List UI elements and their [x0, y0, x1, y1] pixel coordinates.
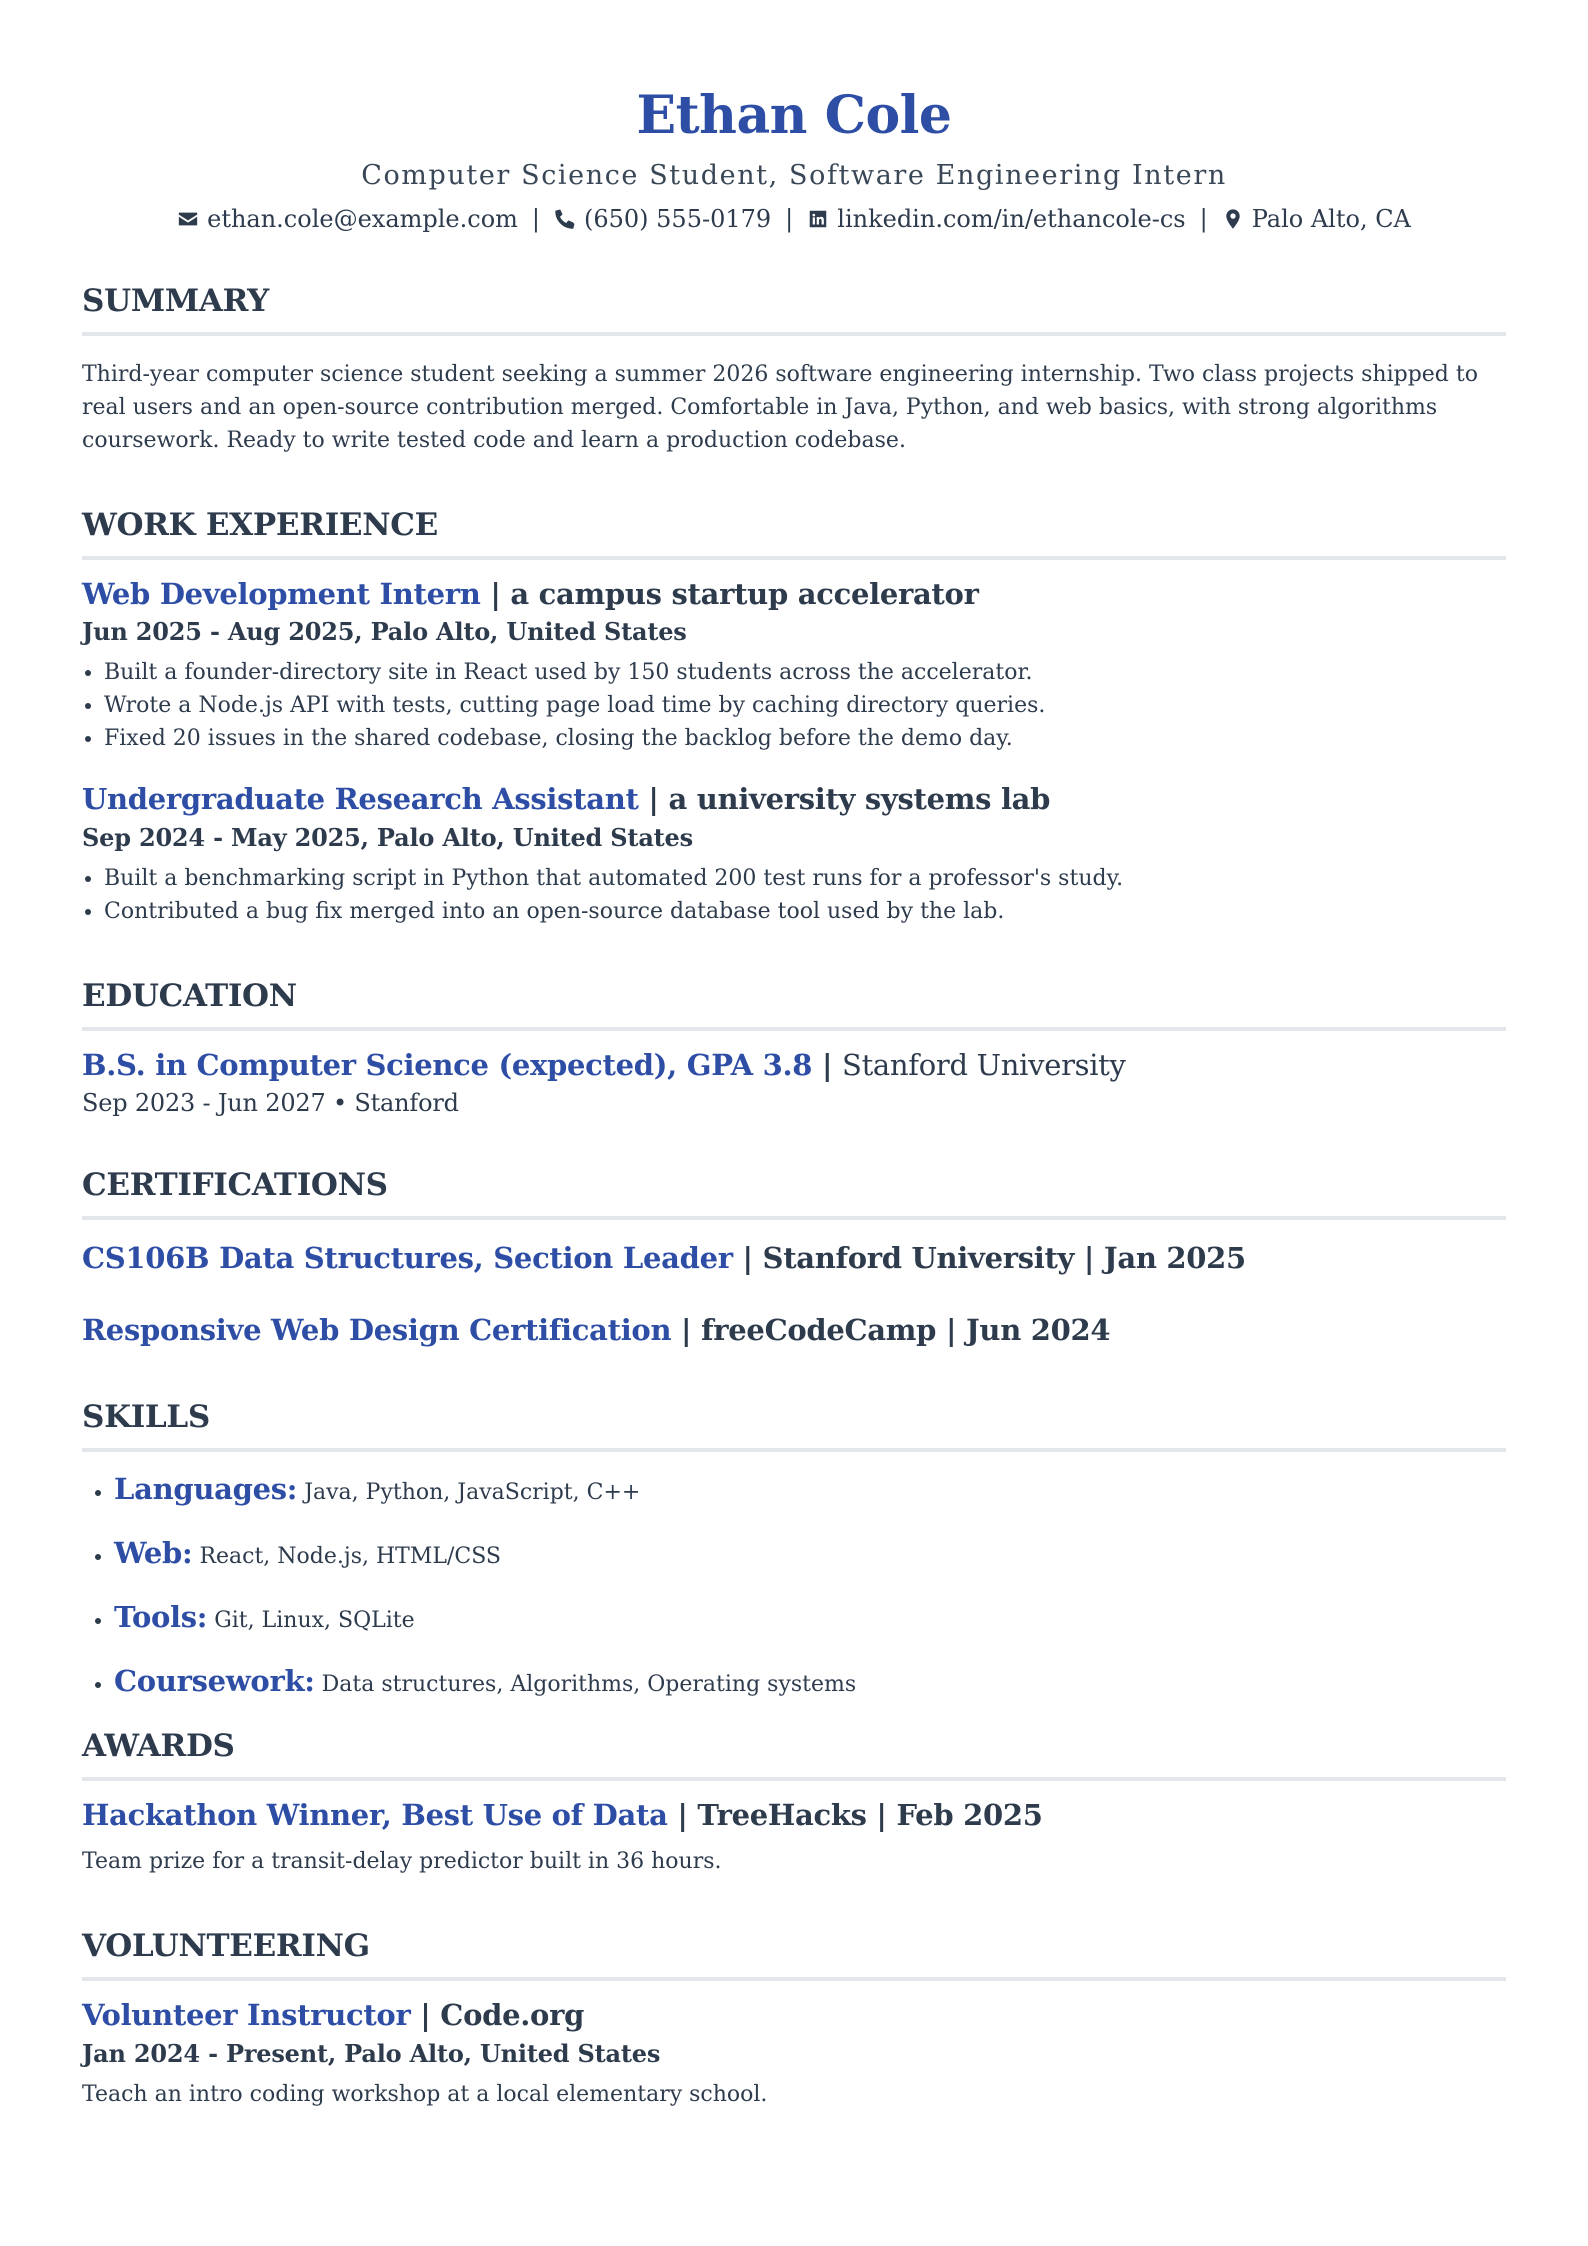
achievement-item: • Built a founder-directory site in React used by 150 students across the accelerator. — [104, 656, 1506, 689]
certification-name: CS106B Data Structures, Section Leader — [82, 1240, 733, 1275]
employer: a university systems lab — [668, 782, 1051, 817]
award-description: Team prize for a transit-delay predictor built in 36 hours. — [82, 1848, 722, 1874]
section-heading: AWARDS — [82, 1728, 1506, 1781]
volunteer-dates-location: Jan 2024 - Present, Palo Alto, United States — [82, 2038, 661, 2068]
experience-section — [82, 507, 1506, 928]
location-text: Palo Alto, CA — [1251, 204, 1411, 233]
summary-section — [82, 283, 1506, 457]
skill-label: Coursework: — [114, 1664, 315, 1699]
education-entry — [82, 1047, 1506, 1117]
candidate-name: Ethan Cole — [636, 85, 952, 146]
skill-item — [114, 1470, 1506, 1512]
phone-text: (650) 555-0179 — [584, 204, 772, 233]
certification-details: | Stanford University | Jan 2025 — [732, 1240, 1246, 1275]
phone-icon — [554, 208, 576, 230]
section-heading: SKILLS — [82, 1399, 1506, 1452]
achievement-list — [82, 656, 1506, 755]
volunteer-role: Volunteer Instructor — [82, 1997, 411, 2032]
awards-section — [82, 1728, 1506, 1878]
certification-item — [82, 1312, 1506, 1350]
section-heading: EDUCATION — [82, 978, 1506, 1031]
certification-name: Responsive Web Design Certification — [82, 1312, 672, 1347]
certification-details: | freeCodeCamp | Jun 2024 — [671, 1312, 1111, 1347]
skill-value: React, Node.js, HTML/CSS — [199, 1544, 501, 1570]
section-heading: SUMMARY — [82, 283, 1506, 336]
contact-separator: | — [1199, 204, 1208, 233]
skill-item — [114, 1598, 1506, 1640]
summary-text: Third-year computer science student seeking a summer 2026 software engineering internship. Two class projects shipped to real users and an open-source contribution merged. Comfortable in Java, Python, and web basics, with strong algorithms coursework. Ready to write tested code and learn a production codebase. — [82, 361, 1478, 453]
job-title: Web Development Intern — [82, 576, 481, 611]
candidate-title: Computer Science Student, Software Engineering Intern — [361, 159, 1227, 191]
heading-separator: | — [638, 782, 669, 817]
skills-list — [82, 1470, 1506, 1704]
employer: a campus startup accelerator — [510, 576, 979, 611]
envelope-icon — [177, 208, 199, 230]
skill-value: Java, Python, JavaScript, C++ — [304, 1480, 641, 1506]
contact-line — [82, 205, 1506, 233]
skill-value: Git, Linux, SQLite — [214, 1608, 415, 1634]
section-heading: CERTIFICATIONS — [82, 1167, 1506, 1220]
education-details: Sep 2023 - Jun 2027 • Stanford — [82, 1088, 459, 1117]
contact-linkedin[interactable] — [807, 205, 1185, 233]
education-section — [82, 978, 1506, 1117]
volunteer-org: Code.org — [440, 1997, 585, 2032]
achievement-item: • Contributed a bug fix merged into an open-source database tool used by the lab. — [104, 895, 1506, 928]
degree: B.S. in Computer Science (expected), GPA 3.8 — [82, 1048, 813, 1083]
experience-entry — [82, 576, 1506, 756]
entry-heading — [82, 576, 1506, 614]
job-title: Undergraduate Research Assistant — [82, 782, 639, 817]
linkedin-text: linkedin.com/in/ethancole-cs — [837, 204, 1186, 233]
heading-separator: | — [410, 1997, 441, 2032]
skill-label: Web: — [114, 1536, 193, 1571]
certifications-section — [82, 1167, 1506, 1349]
map-pin-icon — [1222, 208, 1244, 230]
contact-location — [1222, 205, 1411, 233]
skill-label: Tools: — [114, 1600, 208, 1635]
section-heading: WORK EXPERIENCE — [82, 507, 1506, 560]
contact-separator: | — [785, 204, 794, 233]
school: Stanford University — [842, 1048, 1126, 1083]
volunteer-description: Teach an intro coding workshop at a local elementary school. — [82, 2081, 768, 2107]
achievement-item: • Fixed 20 issues in the shared codebase, closing the backlog before the demo day. — [104, 722, 1506, 755]
achievement-list — [82, 862, 1506, 928]
experience-entry — [82, 781, 1506, 928]
certification-item — [82, 1240, 1506, 1278]
linkedin-icon — [807, 208, 829, 230]
heading-separator: | — [480, 576, 511, 611]
entry-heading — [82, 781, 1506, 819]
volunteering-section — [82, 1928, 1506, 2111]
skill-value: Data structures, Algorithms, Operating systems — [321, 1672, 857, 1698]
achievement-item: • Built a benchmarking script in Python that automated 200 test runs for a professor's study. — [104, 862, 1506, 895]
achievement-item: • Wrote a Node.js API with tests, cutting page load time by caching directory queries. — [104, 689, 1506, 722]
job-dates-location: Sep 2024 - May 2025, Palo Alto, United States — [82, 823, 693, 853]
email-text: ethan.cole@example.com — [207, 204, 518, 233]
contact-separator: | — [531, 204, 540, 233]
entry-heading — [82, 1797, 1506, 1835]
entry-heading — [82, 1997, 1506, 2035]
skill-label: Languages: — [114, 1472, 298, 1507]
award-title: Hackathon Winner, Best Use of Data — [82, 1798, 668, 1833]
entry-heading — [82, 1047, 1506, 1085]
volunteering-entry — [82, 1997, 1506, 2111]
contact-phone[interactable] — [554, 205, 771, 233]
job-dates-location: Jun 2025 - Aug 2025, Palo Alto, United States — [82, 617, 687, 647]
skill-item — [114, 1662, 1506, 1704]
contact-email[interactable] — [177, 205, 518, 233]
heading-separator: | — [812, 1048, 842, 1083]
section-heading: VOLUNTEERING — [82, 1928, 1506, 1981]
skills-section — [82, 1399, 1506, 1704]
resume-header — [82, 0, 1506, 233]
award-details: | TreeHacks | Feb 2025 — [667, 1798, 1043, 1833]
skill-item — [114, 1534, 1506, 1576]
award-entry — [82, 1797, 1506, 1878]
